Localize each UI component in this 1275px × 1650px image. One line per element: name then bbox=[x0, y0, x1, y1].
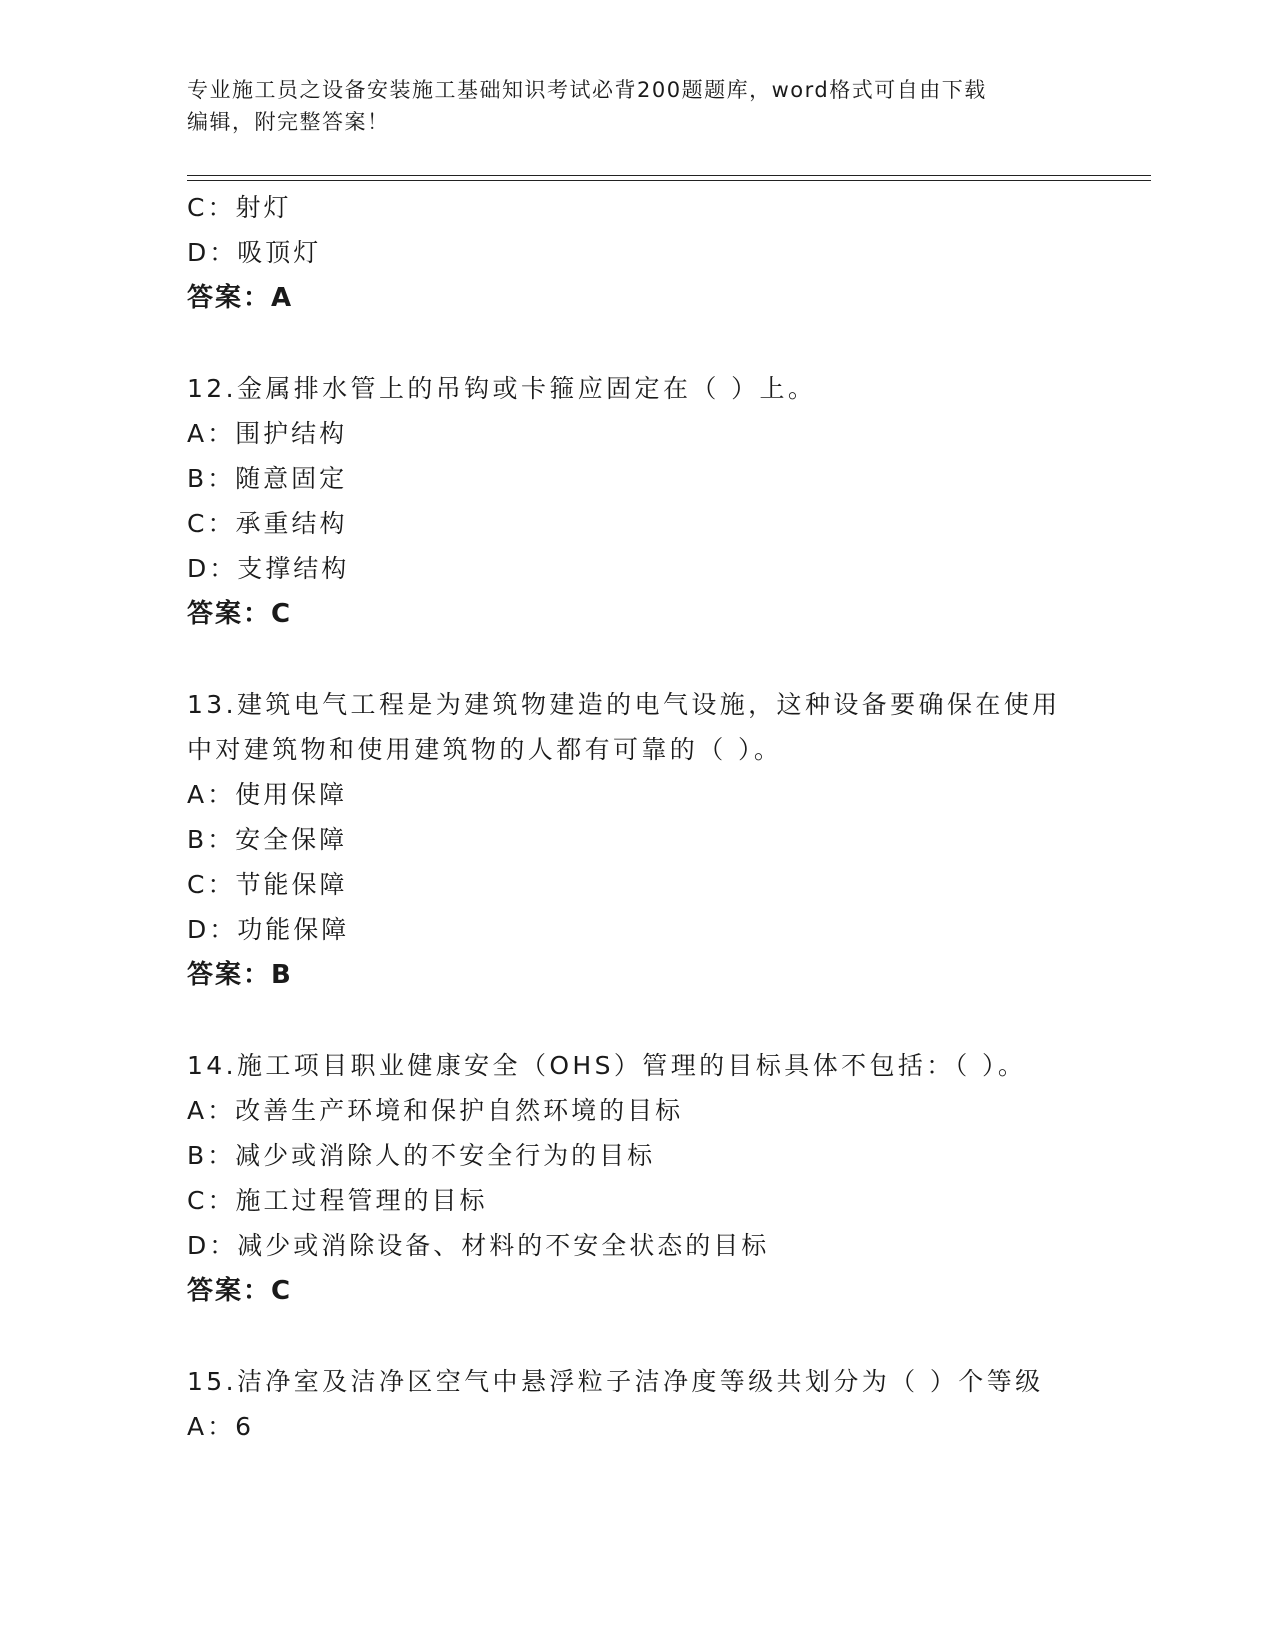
q11-option-d: D：吸顶灯 bbox=[187, 238, 322, 267]
q13-stem-line1: 13.建筑电气工程是为建筑物建造的电气设施，这种设备要确保在使用 bbox=[187, 690, 1061, 719]
q14-option-a: A：改善生产环境和保护自然环境的目标 bbox=[187, 1096, 684, 1125]
q12-answer: 答案：C bbox=[187, 599, 293, 629]
header-title-line1: 专业施工员之设备安装施工基础知识考试必背200题题库，word格式可自由下载 bbox=[187, 78, 987, 102]
q13-stem-line2: 中对建筑物和使用建筑物的人都有可靠的（ ）。 bbox=[187, 735, 783, 764]
q12-stem: 12.金属排水管上的吊钩或卡箍应固定在（ ）上。 bbox=[187, 374, 817, 403]
q14-option-c: C：施工过程管理的目标 bbox=[187, 1186, 488, 1215]
q14-option-d: D：减少或消除设备、材料的不安全状态的目标 bbox=[187, 1231, 770, 1260]
q13-option-b: B：安全保障 bbox=[187, 825, 348, 854]
q12-option-d: D：支撑结构 bbox=[187, 554, 350, 583]
header-divider-bottom bbox=[187, 180, 1151, 181]
header-divider-top bbox=[187, 175, 1151, 176]
header-title-line2: 编辑，附完整答案！ bbox=[187, 110, 390, 134]
document-header bbox=[187, 74, 1087, 138]
q13-option-c: C：节能保障 bbox=[187, 870, 348, 899]
q15-option-a: A：6 bbox=[187, 1412, 255, 1441]
q12-option-a: A：围护结构 bbox=[187, 419, 348, 448]
q14-option-b: B：减少或消除人的不安全行为的目标 bbox=[187, 1141, 656, 1170]
q15-stem: 15.洁净室及洁净区空气中悬浮粒子洁净度等级共划分为（ ）个等级 bbox=[187, 1367, 1044, 1396]
q12-option-c: C：承重结构 bbox=[187, 509, 348, 538]
q12-option-b: B：随意固定 bbox=[187, 464, 348, 493]
q11-option-c: C：射灯 bbox=[187, 193, 292, 222]
q14-answer: 答案：C bbox=[187, 1276, 293, 1306]
q13-option-d: D：功能保障 bbox=[187, 915, 350, 944]
q14-stem: 14.施工项目职业健康安全（OHS）管理的目标具体不包括：（ ）。 bbox=[187, 1051, 1027, 1080]
q13-option-a: A：使用保障 bbox=[187, 780, 348, 809]
q13-answer: 答案：B bbox=[187, 960, 293, 990]
q11-answer: 答案：A bbox=[187, 283, 294, 313]
